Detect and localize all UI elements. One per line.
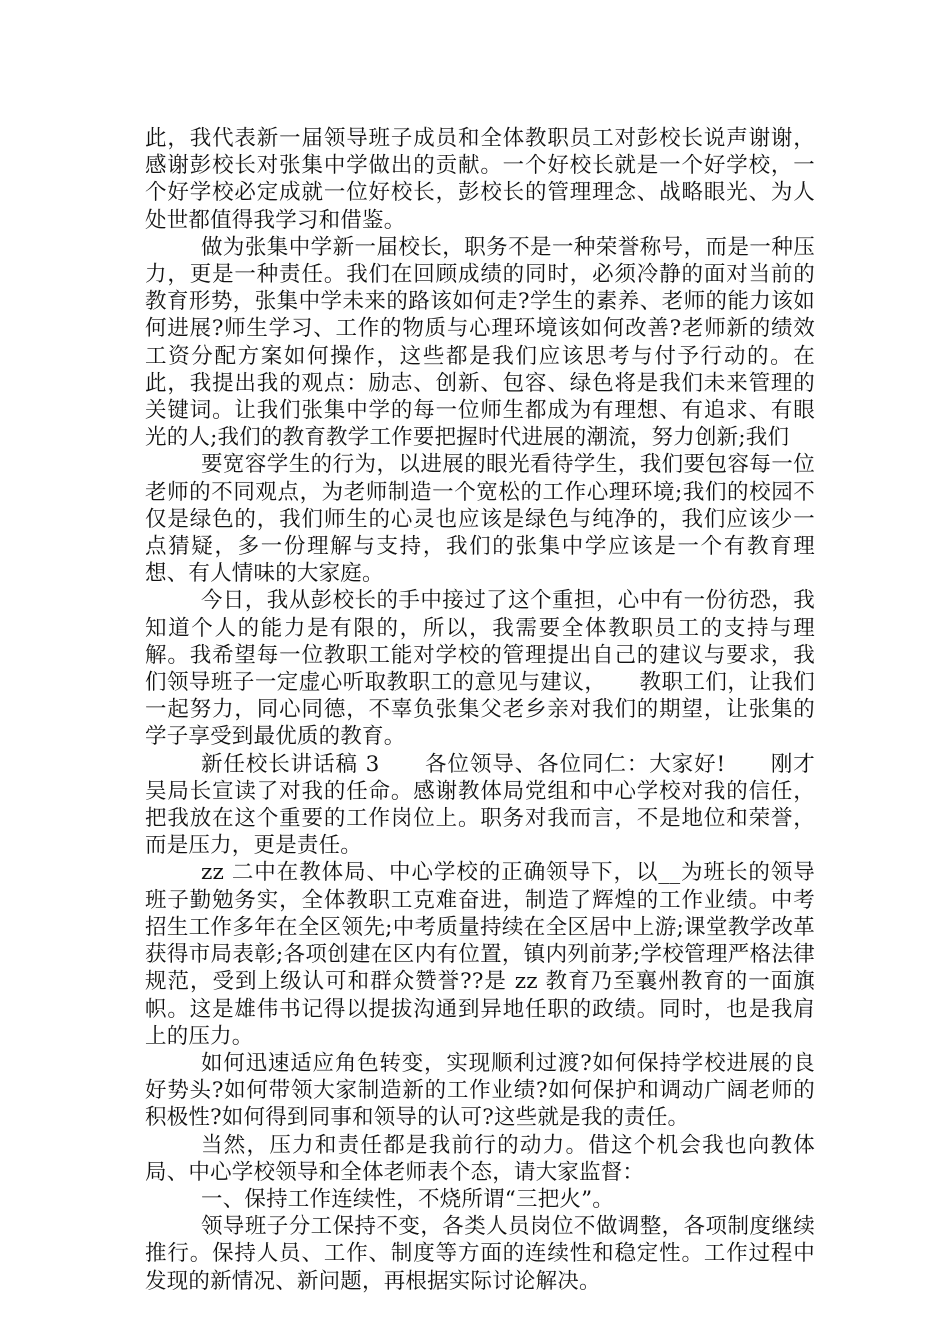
- paragraph-8: 当然，压力和责任都是我前行的动力。借这个机会我也向教体局、中心学校领导和全体老师表个态，请大家监督：: [145, 1132, 815, 1185]
- paragraph-4: 今日，我从彭校长的手中接过了这个重担，心中有一份彷恐，我知道个人的能力是有限的，所以，我需要全体教职员工的支持与理解。我希望每一位教职工能对学校的管理提出自己的建议与要求，我们领导班子一定虚心听取教职工的意见与建议， 教职工们，让我们一起努力，同心同德，不辜负张集父老乡亲对我们的期望，让张集的学子享受到最优质的教育。: [145, 588, 815, 750]
- paragraph-6: zz 二中在教体局、中心学校的正确领导下，以__为班长的领导班子勤勉务实，全体教职工克难奋进，制造了辉煌的工作业绩。中考招生工作多年在全区领先;中考质量持续在全区居中上游;课堂教学改革获得市局表彰;各项创建在区内有位置，镇内列前茅;学校管理严格法律规范，受到上级认可和群众赞誉??是 zz 教育乃至襄州教育的一面旗帜。这是雄伟书记得以提拔沟通到异地任职的政绩。同时，也是我肩上的压力。: [145, 860, 815, 1049]
- paragraph-5: 新任校长讲话稿 3 各位领导、各位同仁：大家好! 刚才吴局长宣读了对我的任命。感谢教体局党组和中心学校对我的信任，把我放在这个重要的工作岗位上。职务对我而言，不是地位和荣誉，而是压力，更是责任。: [145, 751, 815, 859]
- paragraph-10: 领导班子分工保持不变，各类人员岗位不做调整，各项制度继续推行。保持人员、工作、制度等方面的连续性和稳定性。工作过程中发现的新情况、新问题，再根据实际讨论解决。: [145, 1214, 815, 1294]
- document-body: [145, 125, 815, 1295]
- paragraph-1: 此，我代表新一届领导班子成员和全体教职员工对彭校长说声谢谢，感谢彭校长对张集中学做出的贡献。一个好校长就是一个好学校，一个好学校必定成就一位好校长，彭校长的管理理念、战略眼光、为人处世都值得我学习和借鉴。: [145, 126, 815, 233]
- paragraph-9: 一、保持工作连续性，不烧所谓“三把火”。: [201, 1186, 614, 1212]
- paragraph-7: 如何迅速适应角色转变，实现顺利过渡?如何保持学校进展的良好势头?如何带领大家制造新的工作业绩?如何保护和调动广阔老师的积极性?如何得到同事和领导的认可?这些就是我的责任。: [145, 1050, 815, 1131]
- paragraph-2: 做为张集中学新一届校长，职务不是一种荣誉称号，而是一种压力，更是一种责任。我们在回顾成绩的同时，必须冷静的面对当前的教育形势，张集中学未来的路该如何走?学生的素养、老师的能力该如何进展?师生学习、工作的物质与心理环境该如何改善?老师新的绩效工资分配方案如何操作，这些都是我们应该思考与付予行动的。在此，我提出我的观点：励志、创新、包容、绿色将是我们未来管理的关键词。让我们张集中学的每一位师生都成为有理想、有追求、有眼光的人;我们的教育教学工作要把握时代进展的潮流，努力创新;我们: [145, 234, 815, 451]
- paragraph-3: 要宽容学生的行为，以进展的眼光看待学生，我们要包容每一位老师的不同观点，为老师制造一个宽松的工作心理环境;我们的校园不仅是绿色的，我们师生的心灵也应该是绿色与纯净的，我们应该少一点猜疑，多一份理解与支持，我们的张集中学应该是一个有教育理想、有人情味的大家庭。: [145, 452, 815, 587]
